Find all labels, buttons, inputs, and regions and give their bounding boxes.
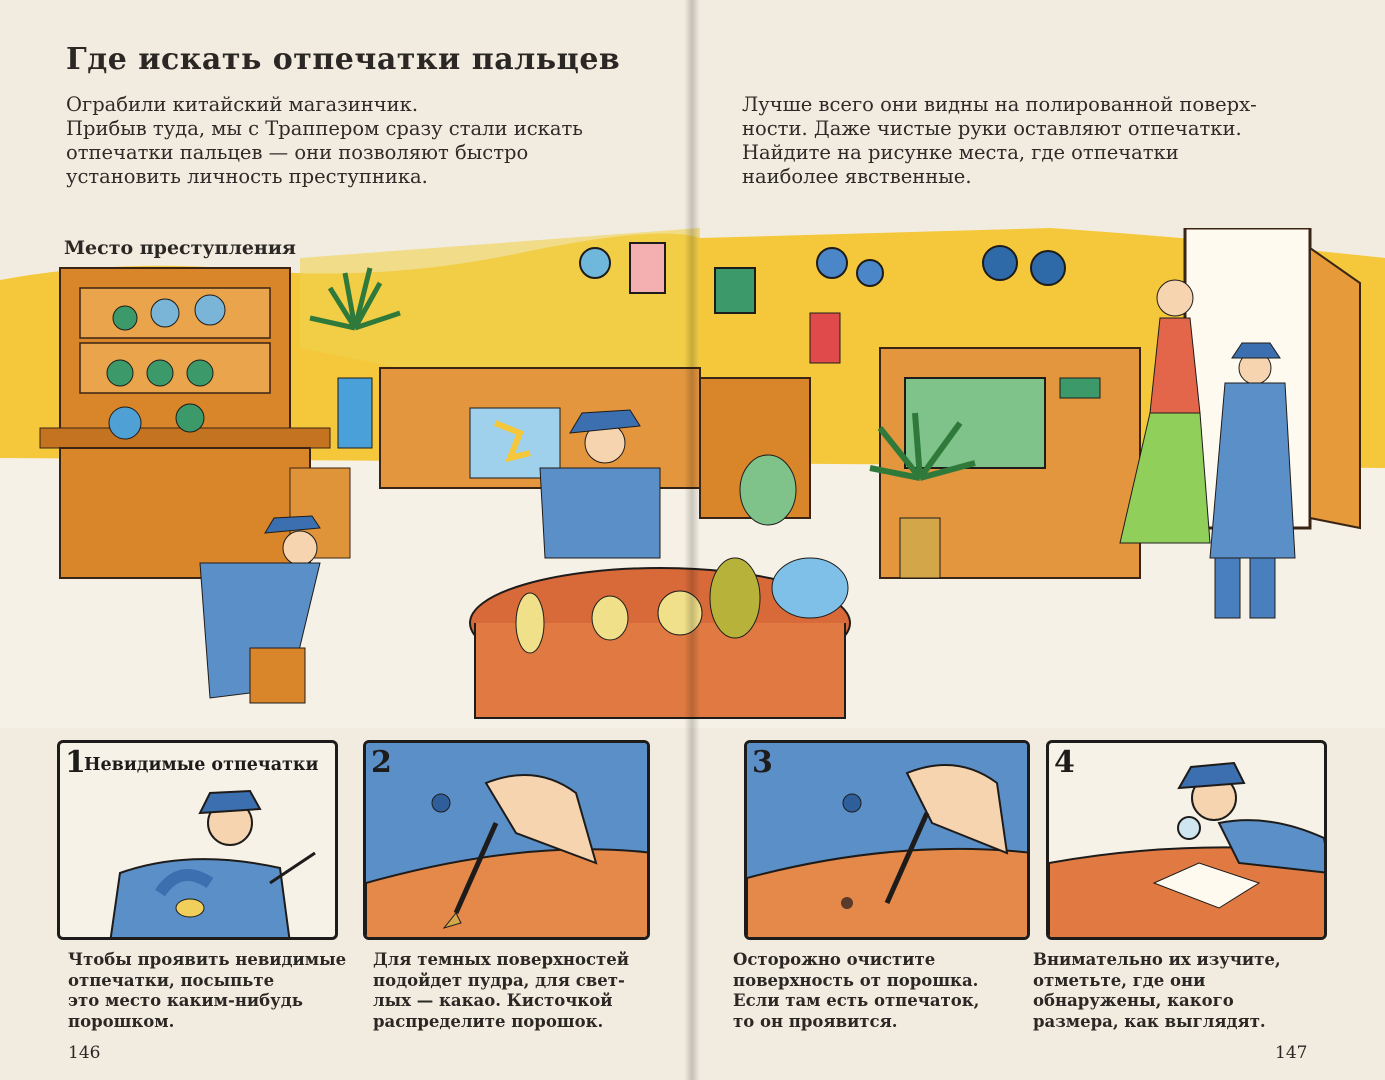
caption-line: подойдет пудра, для свет- bbox=[373, 970, 625, 990]
caption-line: обнаружены, какого bbox=[1033, 991, 1234, 1010]
caption-line: Если там есть отпечаток, bbox=[733, 991, 980, 1010]
right-intro-line: Найдите на рисунке места, где отпечатки bbox=[742, 141, 1179, 164]
page-title: Где искать отпечатки пальцев bbox=[66, 42, 621, 77]
step-caption-1 bbox=[68, 950, 346, 1032]
caption-line: отметьте, где они bbox=[1033, 970, 1206, 990]
step-caption-2 bbox=[373, 950, 629, 1032]
left-intro-line: установить личность преступника. bbox=[66, 165, 428, 188]
step-caption-3 bbox=[733, 950, 979, 1032]
step-number: 4 bbox=[1054, 745, 1075, 780]
left-intro-line: отпечатки пальцев — они позволяют быстро bbox=[66, 141, 529, 164]
step-panel-1 bbox=[57, 740, 338, 940]
page-number-left: 146 bbox=[68, 1043, 101, 1063]
caption-line: Осторожно очистите bbox=[733, 950, 936, 969]
caption-line: Внимательно их изучите, bbox=[1033, 950, 1281, 969]
step-panel-4 bbox=[1046, 740, 1327, 940]
step-panel-2 bbox=[363, 740, 650, 940]
caption-line: Для темных поверхностей bbox=[373, 950, 629, 969]
book-gutter bbox=[684, 0, 700, 1080]
step-panel-3 bbox=[744, 740, 1030, 940]
right-intro bbox=[742, 93, 1342, 189]
panel-2-illustration bbox=[366, 743, 650, 940]
caption-line: то он проявится. bbox=[733, 1011, 898, 1031]
left-intro-line: Прибыв туда, мы с Траппером сразу стали искать bbox=[66, 117, 583, 140]
scene-label: Место преступления bbox=[64, 237, 296, 259]
left-intro bbox=[66, 93, 666, 189]
left-intro-line: Ограбили китайский магазинчик. bbox=[66, 93, 419, 116]
caption-line: лых — какао. Кисточкой bbox=[373, 991, 613, 1010]
right-intro-line: Лучше всего они видны на полированной поверх- bbox=[742, 93, 1257, 116]
caption-line: это место каким-нибудь bbox=[68, 991, 303, 1010]
step-heading: Невидимые отпечатки bbox=[84, 755, 319, 775]
step-number: 1 bbox=[65, 745, 86, 780]
panel-3-illustration bbox=[747, 743, 1030, 940]
caption-line: Чтобы проявить невидимые bbox=[68, 950, 347, 969]
step-number: 2 bbox=[371, 745, 392, 780]
caption-line: поверхность от порошка. bbox=[733, 970, 979, 990]
caption-line: размера, как выглядят. bbox=[1033, 1011, 1266, 1031]
step-caption-4 bbox=[1033, 950, 1281, 1032]
right-intro-line: наиболее явственные. bbox=[742, 165, 972, 188]
caption-line: порошком. bbox=[68, 1011, 175, 1031]
right-intro-line: ности. Даже чистые руки оставляют отпечатки. bbox=[742, 117, 1242, 140]
page-number-right: 147 bbox=[1275, 1043, 1308, 1063]
caption-line: распределите порошок. bbox=[373, 1011, 604, 1031]
panel-4-illustration bbox=[1049, 743, 1327, 940]
caption-line: отпечатки, посыпьте bbox=[68, 970, 275, 990]
step-number: 3 bbox=[752, 745, 773, 780]
